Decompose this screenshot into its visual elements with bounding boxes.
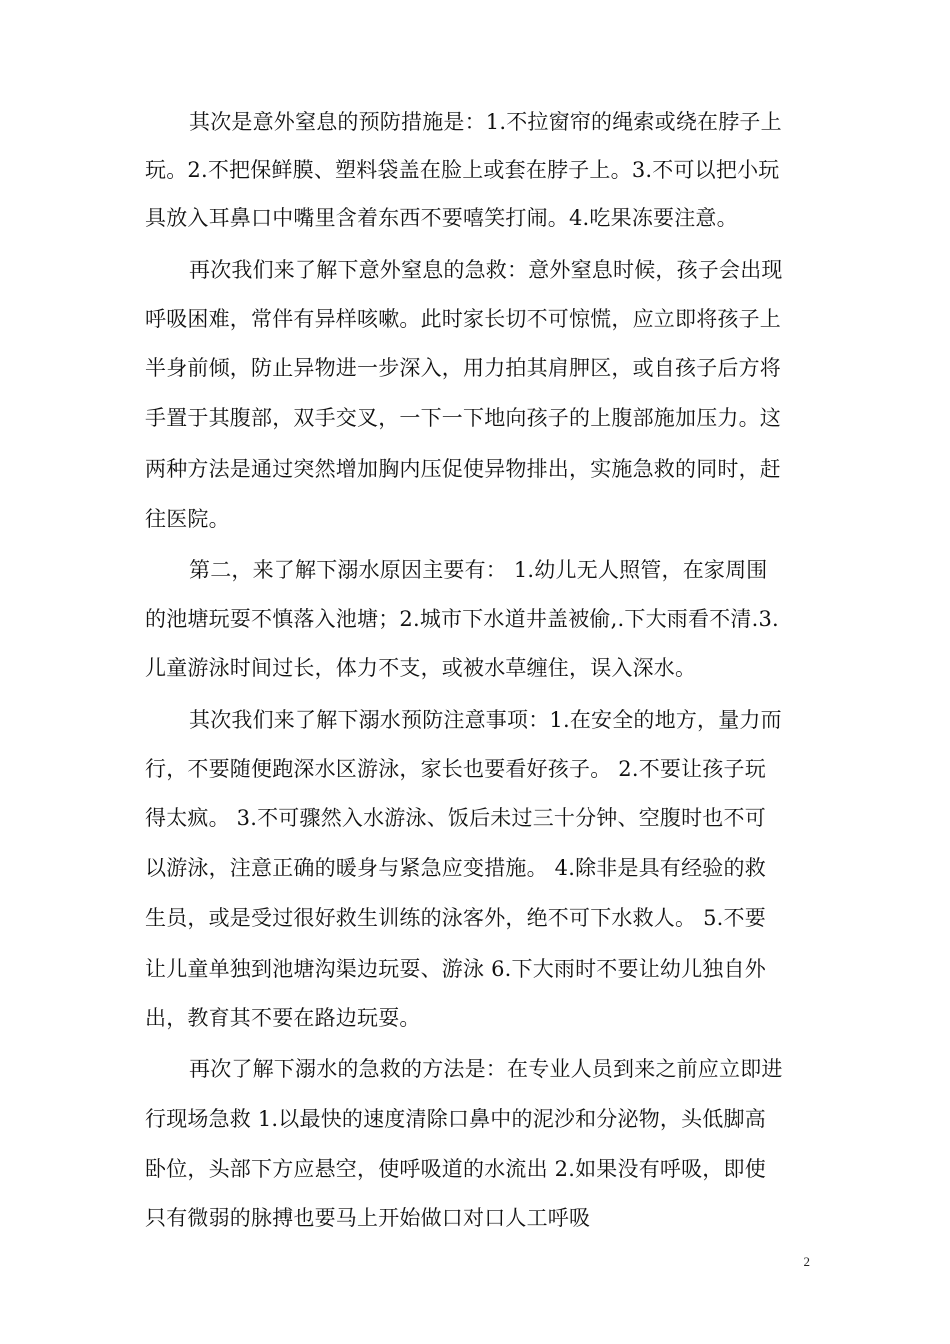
paragraph-4-line-7: 出，教育其不要在路边玩耍。 [145, 1006, 421, 1030]
paragraph-4-line-4: 以游泳，注意正确的暖身与紧急应变措施。 4.除非是具有经验的救 [145, 856, 766, 880]
paragraph-4-line-3: 得太疯。 3.不可骤然入水游泳、饭后未过三十分钟、空腹时也不可 [145, 806, 766, 830]
paragraph-4-line-6: 让儿童单独到池塘沟渠边玩耍、游泳 6.下大雨时不要让幼儿独自外 [145, 957, 766, 981]
paragraph-2-line-6: 往医院。 [145, 507, 230, 531]
paragraph-1-line-3: 具放入耳鼻口中嘴里含着东西不要嘻笑打闹。4.吃果冻要注意。 [145, 206, 738, 230]
paragraph-3-line-2: 的池塘玩耍不慎落入池塘；2.城市下水道井盖被偷,.下大雨看不清.3. [145, 607, 779, 631]
paragraph-1-line-1: 其次是意外窒息的预防措施是：1.不拉窗帘的绳索或绕在脖子上 [189, 110, 782, 134]
paragraph-3-line-1: 第二，来了解下溺水原因主要有： 1.幼儿无人照管，在家周围 [189, 558, 768, 582]
paragraph-4-line-5: 生员，或是受过很好救生训练的泳客外，绝不可下水救人。 5.不要 [145, 906, 766, 930]
paragraph-2-line-5: 两种方法是通过突然增加胸内压促使异物排出，实施急救的同时，赶 [145, 457, 781, 481]
paragraph-4-line-1: 其次我们来了解下溺水预防注意事项：1.在安全的地方，量力而 [189, 708, 782, 732]
paragraph-2-line-1: 再次我们来了解下意外窒息的急救：意外窒息时候，孩子会出现 [189, 258, 783, 282]
page-number: 2 [803, 1254, 810, 1269]
paragraph-5-line-4: 只有微弱的脉搏也要马上开始做口对口人工呼吸 [145, 1206, 591, 1230]
paragraph-3-line-3: 儿童游泳时间过长，体力不支，或被水草缠住，误入深水。 [145, 656, 697, 680]
paragraph-5-line-2: 行现场急救 1.以最快的速度清除口鼻中的泥沙和分泌物，头低脚高 [145, 1107, 766, 1131]
paragraph-5-line-3: 卧位，头部下方应悬空，使呼吸道的水流出 2.如果没有呼吸，即使 [145, 1157, 766, 1181]
paragraph-4-line-2: 行，不要随便跑深水区游泳，家长也要看好孩子。 2.不要让孩子玩 [145, 757, 766, 781]
paragraph-2-line-3: 半身前倾，防止异物进一步深入，用力拍其肩胛区，或自孩子后方将 [145, 356, 781, 380]
paragraph-2-line-2: 呼吸困难，常伴有异样咳嗽。此时家长切不可惊慌，应立即将孩子上 [145, 307, 781, 331]
paragraph-5-line-1: 再次了解下溺水的急救的方法是：在专业人员到来之前应立即进 [189, 1057, 783, 1081]
paragraph-1-line-2: 玩。2.不把保鲜膜、塑料袋盖在脸上或套在脖子上。3.不可以把小玩 [145, 158, 780, 182]
paragraph-2-line-4: 手置于其腹部，双手交叉，一下一下地向孩子的上腹部施加压力。这 [145, 406, 781, 430]
